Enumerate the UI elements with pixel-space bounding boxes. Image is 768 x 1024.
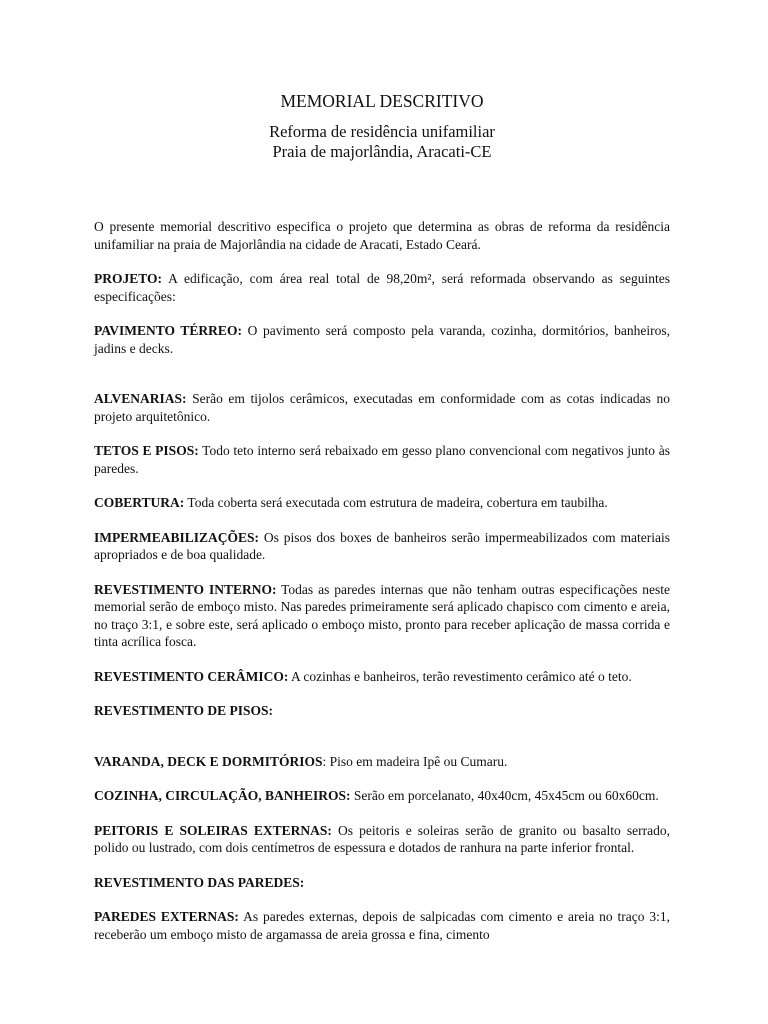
text-cozinha: Serão em porcelanato, 40x40cm, 45x45cm ou 60x60cm. xyxy=(350,788,659,803)
label-cozinha: COZINHA, CIRCULAÇÃO, BANHEIROS: xyxy=(94,788,351,803)
document-page xyxy=(94,88,670,960)
text-varanda: : Piso em madeira Ipê ou Cumaru. xyxy=(322,753,508,769)
paragraph-peitoris xyxy=(94,822,670,857)
heading-revestimento-paredes: REVESTIMENTO DAS PAREDES: xyxy=(94,874,305,890)
text-revestimento-interno: Todas as paredes internas que não tenham outras especificações neste memorial serão de emboço misto. Nas paredes primeiramente será aplicado chapisco com cimento e areia, no traço 3:1, e sobre este, será aplicado o emboço misto, pronto para receber aplicação de massa corrida e tinta acrílica fosca. xyxy=(94,581,670,649)
label-projeto: PROJETO: xyxy=(94,271,163,286)
text-tetos: Todo teto interno será rebaixado em gesso plano convencional com negativos junto às paredes. xyxy=(94,443,670,476)
text-impermeabilizacoes: Os pisos dos boxes de banheiros serão impermeabilizados com materiais apropriados e de boa qualidade. xyxy=(94,529,670,562)
label-tetos: TETOS E PISOS: xyxy=(94,443,199,458)
text-projeto: A edificação, com área real total de 98,20m², será reformada observando as seguintes especificações: xyxy=(94,271,670,304)
paragraph-tetos xyxy=(94,442,670,477)
label-impermeabilizacoes: IMPERMEABILIZAÇÕES: xyxy=(94,529,260,545)
paragraph-revestimento-ceramico xyxy=(94,668,670,686)
label-peitoris: PEITORIS E SOLEIRAS EXTERNAS: xyxy=(94,822,332,838)
document-body xyxy=(94,218,670,943)
text-pavimento: O pavimento será composto pela varanda, cozinha, dormitórios, banheiros, jadins e decks. xyxy=(94,323,670,356)
paragraph-varanda xyxy=(94,753,670,771)
paragraph-paredes-externas xyxy=(94,908,670,943)
paragraph-alvenarias xyxy=(94,390,670,425)
text-revestimento-ceramico: A cozinhas e banheiros, terão revestimento cerâmico até o teto. xyxy=(288,668,632,684)
paragraph-cozinha xyxy=(94,787,670,805)
label-varanda: VARANDA, DECK E DORMITÓRIOS xyxy=(94,753,323,769)
text-alvenarias: Serão em tijolos cerâmicos, executadas em conformidade com as cotas indicadas no projeto arquitetônico. xyxy=(94,391,670,424)
label-alvenarias: ALVENARIAS: xyxy=(94,391,187,406)
document-subtitle-line2: Praia de majorlândia, Aracati-CE xyxy=(272,142,492,161)
label-pavimento: PAVIMENTO TÉRREO: xyxy=(94,323,242,338)
label-revestimento-interno: REVESTIMENTO INTERNO: xyxy=(94,581,277,597)
paragraph-impermeabilizacoes xyxy=(94,529,670,564)
document-subtitle-line1: Reforma de residência unifamiliar xyxy=(269,122,495,141)
text-peitoris: Os peitoris e soleiras serão de granito ou basalto serrado, polido ou lustrado, com dois centímetros de espessura e dotados de ranhura na parte inferior frontal. xyxy=(94,822,670,855)
paragraph-pavimento xyxy=(94,322,670,357)
paragraph-cobertura xyxy=(94,494,670,512)
heading-revestimento-pisos: REVESTIMENTO DE PISOS: xyxy=(94,703,274,718)
paragraph-intro: O presente memorial descritivo especifica o projeto que determina as obras de reforma da residência unifamiliar na praia de Majorlândia na cidade de Aracati, Estado Ceará. xyxy=(94,219,670,252)
text-cobertura: Toda coberta será executada com estrutura de madeira, cobertura em taubilha. xyxy=(184,495,608,510)
paragraph-revestimento-interno xyxy=(94,581,670,651)
label-paredes-externas: PAREDES EXTERNAS: xyxy=(94,909,239,924)
label-cobertura: COBERTURA: xyxy=(94,495,185,510)
paragraph-projeto xyxy=(94,270,670,305)
text-paredes-externas: As paredes externas, depois de salpicadas com cimento e areia no traço 3:1, receberão um emboço misto de argamassa de areia grossa e fina, cimento xyxy=(94,909,670,942)
document-title: MEMORIAL DESCRITIVO xyxy=(280,91,484,111)
label-revestimento-ceramico: REVESTIMENTO CERÂMICO: xyxy=(94,668,289,684)
